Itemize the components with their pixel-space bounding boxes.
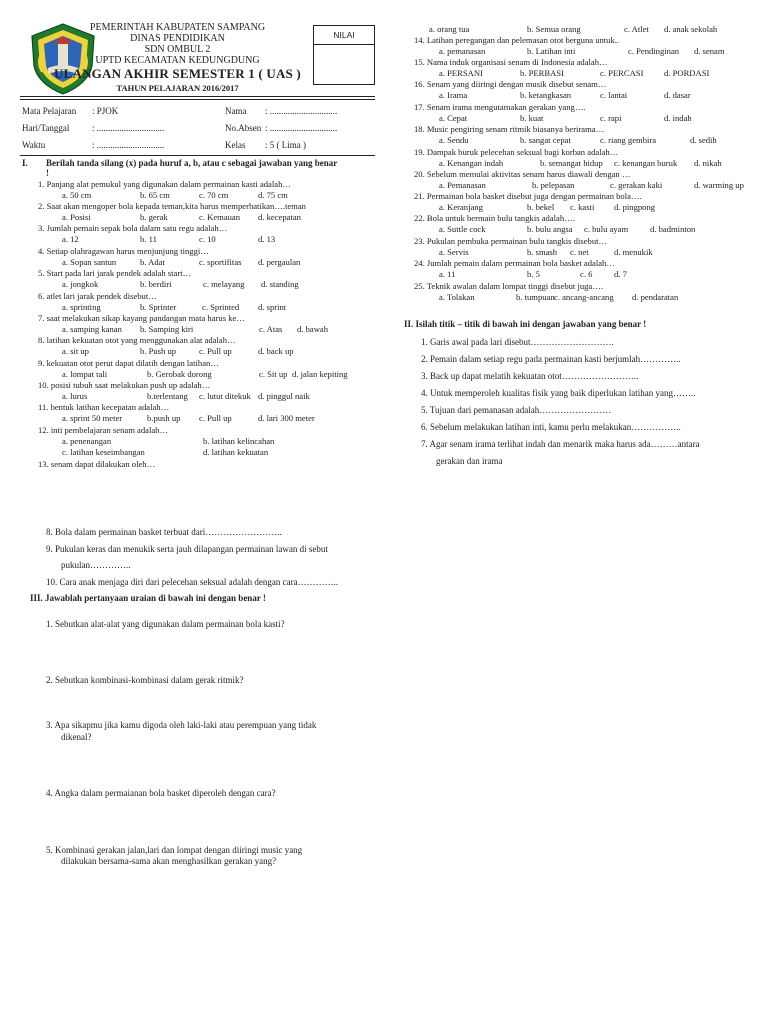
question-5-option-d: d. standing [261,279,299,289]
question-13-option-c: c. Atlet [624,24,649,34]
question-13: 13. senam dapat dilakukan oleh… [38,459,156,469]
subject-label: Mata Pelajaran [22,106,77,116]
question-10: 10. posisi tubuh saat melakukan push up adalah… [38,380,211,390]
question-9: 9. kekuatan otot perut dapat dilatih dengan latihan… [38,358,219,368]
header-uptd: UPTD KECAMATAN KEDUNGDUNG [95,55,260,66]
question-10-option-d: d. pinggul naik [258,391,310,401]
name-label: Nama [225,106,247,116]
question-8-option-a: a. sit up [62,346,89,356]
question-4-option-b: b. Adat [140,257,165,267]
question-11: 11. bentuk latihan kecepatan adalah… [38,402,170,412]
absence-number-field[interactable]: : .............................. [265,123,338,133]
name-field[interactable]: : .............................. [265,106,338,116]
question-20-option-d: d. warming up [694,180,744,190]
header-school: SDN OMBUL 2 [144,44,211,55]
question-4-option-c: c. sportifitas [199,257,242,267]
question-15: 15. Nama induk organisasi senam di Indonesia adalah… [414,57,608,67]
question-6-option-c: c. Sprinted [202,302,240,312]
question-15-option-a: a. PERSANI [439,68,483,78]
question-19: 19. Dampak buruk pelecehan seksual bagi korban adalah… [414,147,619,157]
question-19-option-d: d. nikah [694,158,722,168]
question-14-option-a: a. pemanasan [439,46,486,56]
question-16-option-a: a. Irama [439,90,468,100]
question-9-option-d: d. jalan kepiting [292,369,348,379]
question-3-option-b: b. 11 [140,234,157,244]
question-20-option-c: c. gerakan kaki [610,180,663,190]
fill-question-5: 5. Tujuan dari pemanasan adalah…………………… [421,405,612,415]
header-divider-2 [20,99,375,100]
question-12-option-c: c. latihan keseimbangan [62,447,145,457]
question-22-option-b: b. bulu angsa [527,224,573,234]
header-government: PEMERINTAH KABUPATEN SAMPANG [89,22,266,33]
question-4: 4. Setiap olahragawan harus menjunjung tinggi… [38,246,209,256]
question-19-option-b: b. semangat hidup [540,158,603,168]
fill-question-7-cont: gerakan dan irama [436,456,503,466]
question-3: 3. Jumlah pemain sepak bola dalam satu regu adalah… [38,223,228,233]
score-box [313,25,375,85]
question-14-option-c: c. Pendinginan [628,46,680,56]
time-label: Waktu [22,140,46,150]
question-16: 16. Senam yang diiringi dengan musik disebut senam… [414,79,607,89]
question-12: 12. inti pembelajaran senam adalah… [38,425,169,435]
date-label: Hari/Tanggal [22,123,70,133]
question-22-option-d: d. badminton [650,224,696,234]
essay-question-5: 5. Kombinasi gerakan jalan,lari dan lompat dengan diiringi music yang [46,845,303,855]
question-3-option-d: d. 13 [258,234,276,244]
question-24-option-b: b. 5 [527,269,540,279]
academic-year: TAHUN PELAJARAN 2016/2017 [116,83,239,93]
class-label: Kelas [225,140,246,150]
header-divider [20,96,375,97]
fill-question-1: 1. Garis awal pada lari disebut………………………. [421,337,614,347]
question-5-option-b: b. berdiri [140,279,172,289]
exam-title: ULANGAN AKHIR SEMESTER 1 ( UAS ) [54,66,301,81]
question-1-option-a: a. 50 cm [62,190,92,200]
question-22-option-a: a. Suttle cock [439,224,486,234]
question-17: 17. Senam irama mengutamakan gerakan yang…. [414,102,586,112]
question-12-option-b: b. latihan kelincahan [203,436,275,446]
question-20-option-a: a. Pemanasan [439,180,486,190]
question-7-option-d: d. bawah [297,324,329,334]
question-1: 1. Panjang alat pemukul yang digunakan dalam permainan kasti adalah… [38,179,291,189]
date-field[interactable]: : .............................. [92,123,165,133]
question-20-option-b: b. pelepasan [532,180,575,190]
question-10-option-c: c. lutut ditekuk [199,391,251,401]
fill-question-3: 3. Back up dapat melatih kekuatan otot…………………….. [421,371,639,381]
question-10-option-a: a. lurus [62,391,88,401]
question-23-option-b: b. smash [527,247,558,257]
fill-question-7: 7. Agar senam irama terlihat indah dan menarik maka harus ada………antara [421,439,700,449]
question-6: 6. atlet lari jarak pendek disebut… [38,291,157,301]
question-17-option-b: b. kuat [520,113,544,123]
question-24-option-d: d. 7 [614,269,627,279]
section-3-instruction: III. Jawablah pertanyaan uraian di bawah ini dengan benar ! [30,593,266,603]
question-21: 21. Permainan bola basket disebut juga dengan permainan bola…. [414,191,642,201]
question-13-option-b: b. Semua orang [527,24,581,34]
question-25-option-b: b. tumpuan [516,292,555,302]
question-21-option-c: c. kasti [570,202,595,212]
question-2-option-b: b. gerak [140,212,168,222]
essay-question-5-cont: dilakukan bersama-sama akan menghasilkan gerakan yang? [61,856,277,866]
question-4-option-a: a. Sopan santun [62,257,117,267]
question-15-option-b: b. PERBASI [520,68,564,78]
question-24-option-c: c. 6 [580,269,593,279]
question-23-option-d: d. menukik [614,247,653,257]
question-8-option-b: b. Push up [140,346,177,356]
question-8: 8. latihan kekuatan otot yang menggunakan alat adalah… [38,335,236,345]
fill-question-8: 8. Bola dalam permainan basket terbuat dari…………………….. [46,527,282,537]
fill-question-9-cont: pukulan………….. [61,560,131,570]
question-25-option-d: d. pendaratan [632,292,679,302]
essay-question-2: 2. Sebutkan kombinasi-kombinasi dalam gerak ritmik? [46,675,244,685]
question-14-option-b: b. Latihan inti [527,46,576,56]
question-12-option-a: a. penenangan [62,436,112,446]
question-5-option-c: c. melayang [203,279,245,289]
fill-question-2: 2. Pemain dalam setiap regu pada permainan kasti berjumlah………….. [421,354,681,364]
question-6-option-b: b. Sprinter [140,302,177,312]
question-9-option-b: b. Gerobak dorong [147,369,212,379]
question-18-option-a: a. Sendu [439,135,469,145]
question-21-option-d: d. pingpong [614,202,656,212]
question-19-option-c: c. kenangan buruk [614,158,678,168]
fill-question-9: 9. Pukulan keras dan menukik serta jauh dilapangan permainan lawan di sebut [46,544,328,554]
question-18-option-d: d. sedih [690,135,717,145]
class-value: : 5 ( Lima ) [265,140,306,150]
question-21-option-a: a. Keranjang [439,202,483,212]
question-2: 2. Saat akan mengoper bola kepada teman,kita harus memperhatikan….teman [38,201,306,211]
fill-question-6: 6. Sebelum melakukan latihan inti, kamu perlu melakukan…………….. [421,422,681,432]
question-7-option-a: a. samping kanan [62,324,122,334]
question-12-option-d: d. latihan kekuatan [203,447,269,457]
question-9-option-a: a. lompat tali [62,369,108,379]
section-1-instruction-cont: ! [46,168,49,178]
question-7: 7. saat melakukan sikap kayang pandangan mata harus ke… [38,313,245,323]
question-23-option-c: c. net [570,247,589,257]
question-20: 20. Sebelum memulai aktivitas senam harus diawali dengan … [414,169,631,179]
question-18: 18. Music pengiring senam ritmik biasanya berirama… [414,124,605,134]
question-8-option-d: d. back up [258,346,294,356]
question-24: 24. Jumlah pemain dalam permainan bola basket adalah… [414,258,615,268]
question-6-option-d: d. sprint [258,302,287,312]
question-5: 5. Start pada lari jarak pendek adalah start… [38,268,192,278]
question-1-option-b: b. 65 cm [140,190,170,200]
question-10-option-b: b.terlentang [147,391,188,401]
section-1-instruction: Berilah tanda silang (x) pada huruf a, b, atau c sebagai jawaban yang benar [46,158,338,168]
question-23-option-a: a. Servis [439,247,469,257]
question-13-option-d: d. anak sekolah [664,24,718,34]
question-21-option-b: b. bekel [527,202,555,212]
info-divider [20,155,375,156]
question-8-option-c: c. Pull up [199,346,232,356]
essay-question-1: 1. Sebutkan alat-alat yang digunakan dalam permainan bola kasti? [46,619,285,629]
question-11-option-d: d. lari 300 meter [258,413,315,423]
question-15-option-d: d. PORDASI [664,68,710,78]
question-2-option-d: d. kecepatan [258,212,301,222]
question-16-option-d: d. dasar [664,90,691,100]
question-4-option-d: d. pergaulan [258,257,301,267]
section-2-instruction: II. Isilah titik – titik di bawah ini dengan jawaban yang benar ! [404,319,647,329]
question-2-option-c: c. Kemauan [199,212,241,222]
fill-question-4: 4. Untuk memperoleh kualitas fisik yang baik diperlukan latihan yang…….. [421,388,696,398]
question-7-option-b: b. Samping kiri [140,324,194,334]
question-25-option-c: c. ancang-ancang [554,292,614,302]
question-1-option-d: d. 75 cm [258,190,288,200]
section-1-number: I. [22,158,28,168]
fill-question-10: 10. Cara anak menjaga diri dari pelecehan seksual adalah dengan cara………….. [46,577,339,587]
essay-question-3-cont: dikenal? [61,732,92,742]
question-14: 14. Latihan peregangan dan pelemasan otot berguna untuk.. [414,35,620,45]
question-25: 25. Teknik awalan dalam lompat tinggi disebut juga…. [414,281,603,291]
time-field[interactable]: : .............................. [92,140,165,150]
question-16-option-c: c. lantai [600,90,628,100]
question-9-option-c: c. Sit up [259,369,288,379]
absence-number-label: No.Absen [225,123,262,133]
question-2-option-a: a. Posisi [62,212,91,222]
question-13-option-a: a. orang tua [429,24,470,34]
question-23: 23. Pukulan pembuka permainan bulu tangkis disebut… [414,236,608,246]
question-11-option-b: b.push up [147,413,181,423]
question-16-option-b: b. ketangkasan [520,90,572,100]
essay-question-3: 3. Apa sikapmu jika kamu digoda oleh laki-laki atau perempuan yang tidak [46,720,317,730]
question-17-option-a: a. Cepat [439,113,468,123]
question-18-option-c: c. riang gembira [600,135,657,145]
question-11-option-c: c. Pull up [199,413,232,423]
question-24-option-a: a. 11 [439,269,456,279]
question-22: 22. Bola untuk bermain bulu tangkis adalah…. [414,213,575,223]
question-15-option-c: c. PERCASI [600,68,644,78]
essay-question-4: 4. Angka dalam permaianan bola basket diperoleh dengan cara? [46,788,276,798]
question-11-option-a: a. sprint 50 meter [62,413,123,423]
question-3-option-a: a. 12 [62,234,79,244]
question-7-option-c: c. Atas [259,324,283,334]
question-19-option-a: a. Kenangan indah [439,158,504,168]
header-department: DINAS PENDIDIKAN [130,33,225,44]
subject-value: : PJOK [92,106,119,116]
question-3-option-c: c. 10 [199,234,216,244]
question-18-option-b: b. sangat cepat [520,135,571,145]
question-1-option-c: c. 70 cm [199,190,229,200]
question-6-option-a: a. sprinting [62,302,101,312]
score-label: NILAI [314,26,374,45]
question-5-option-a: a. jongkok [62,279,99,289]
question-14-option-d: d. senam [694,46,725,56]
question-25-option-a: a. Tolakan [439,292,475,302]
question-17-option-d: d. indah [664,113,692,123]
question-22-option-c: c. bulu ayam [584,224,629,234]
question-17-option-c: c. rapi [600,113,622,123]
